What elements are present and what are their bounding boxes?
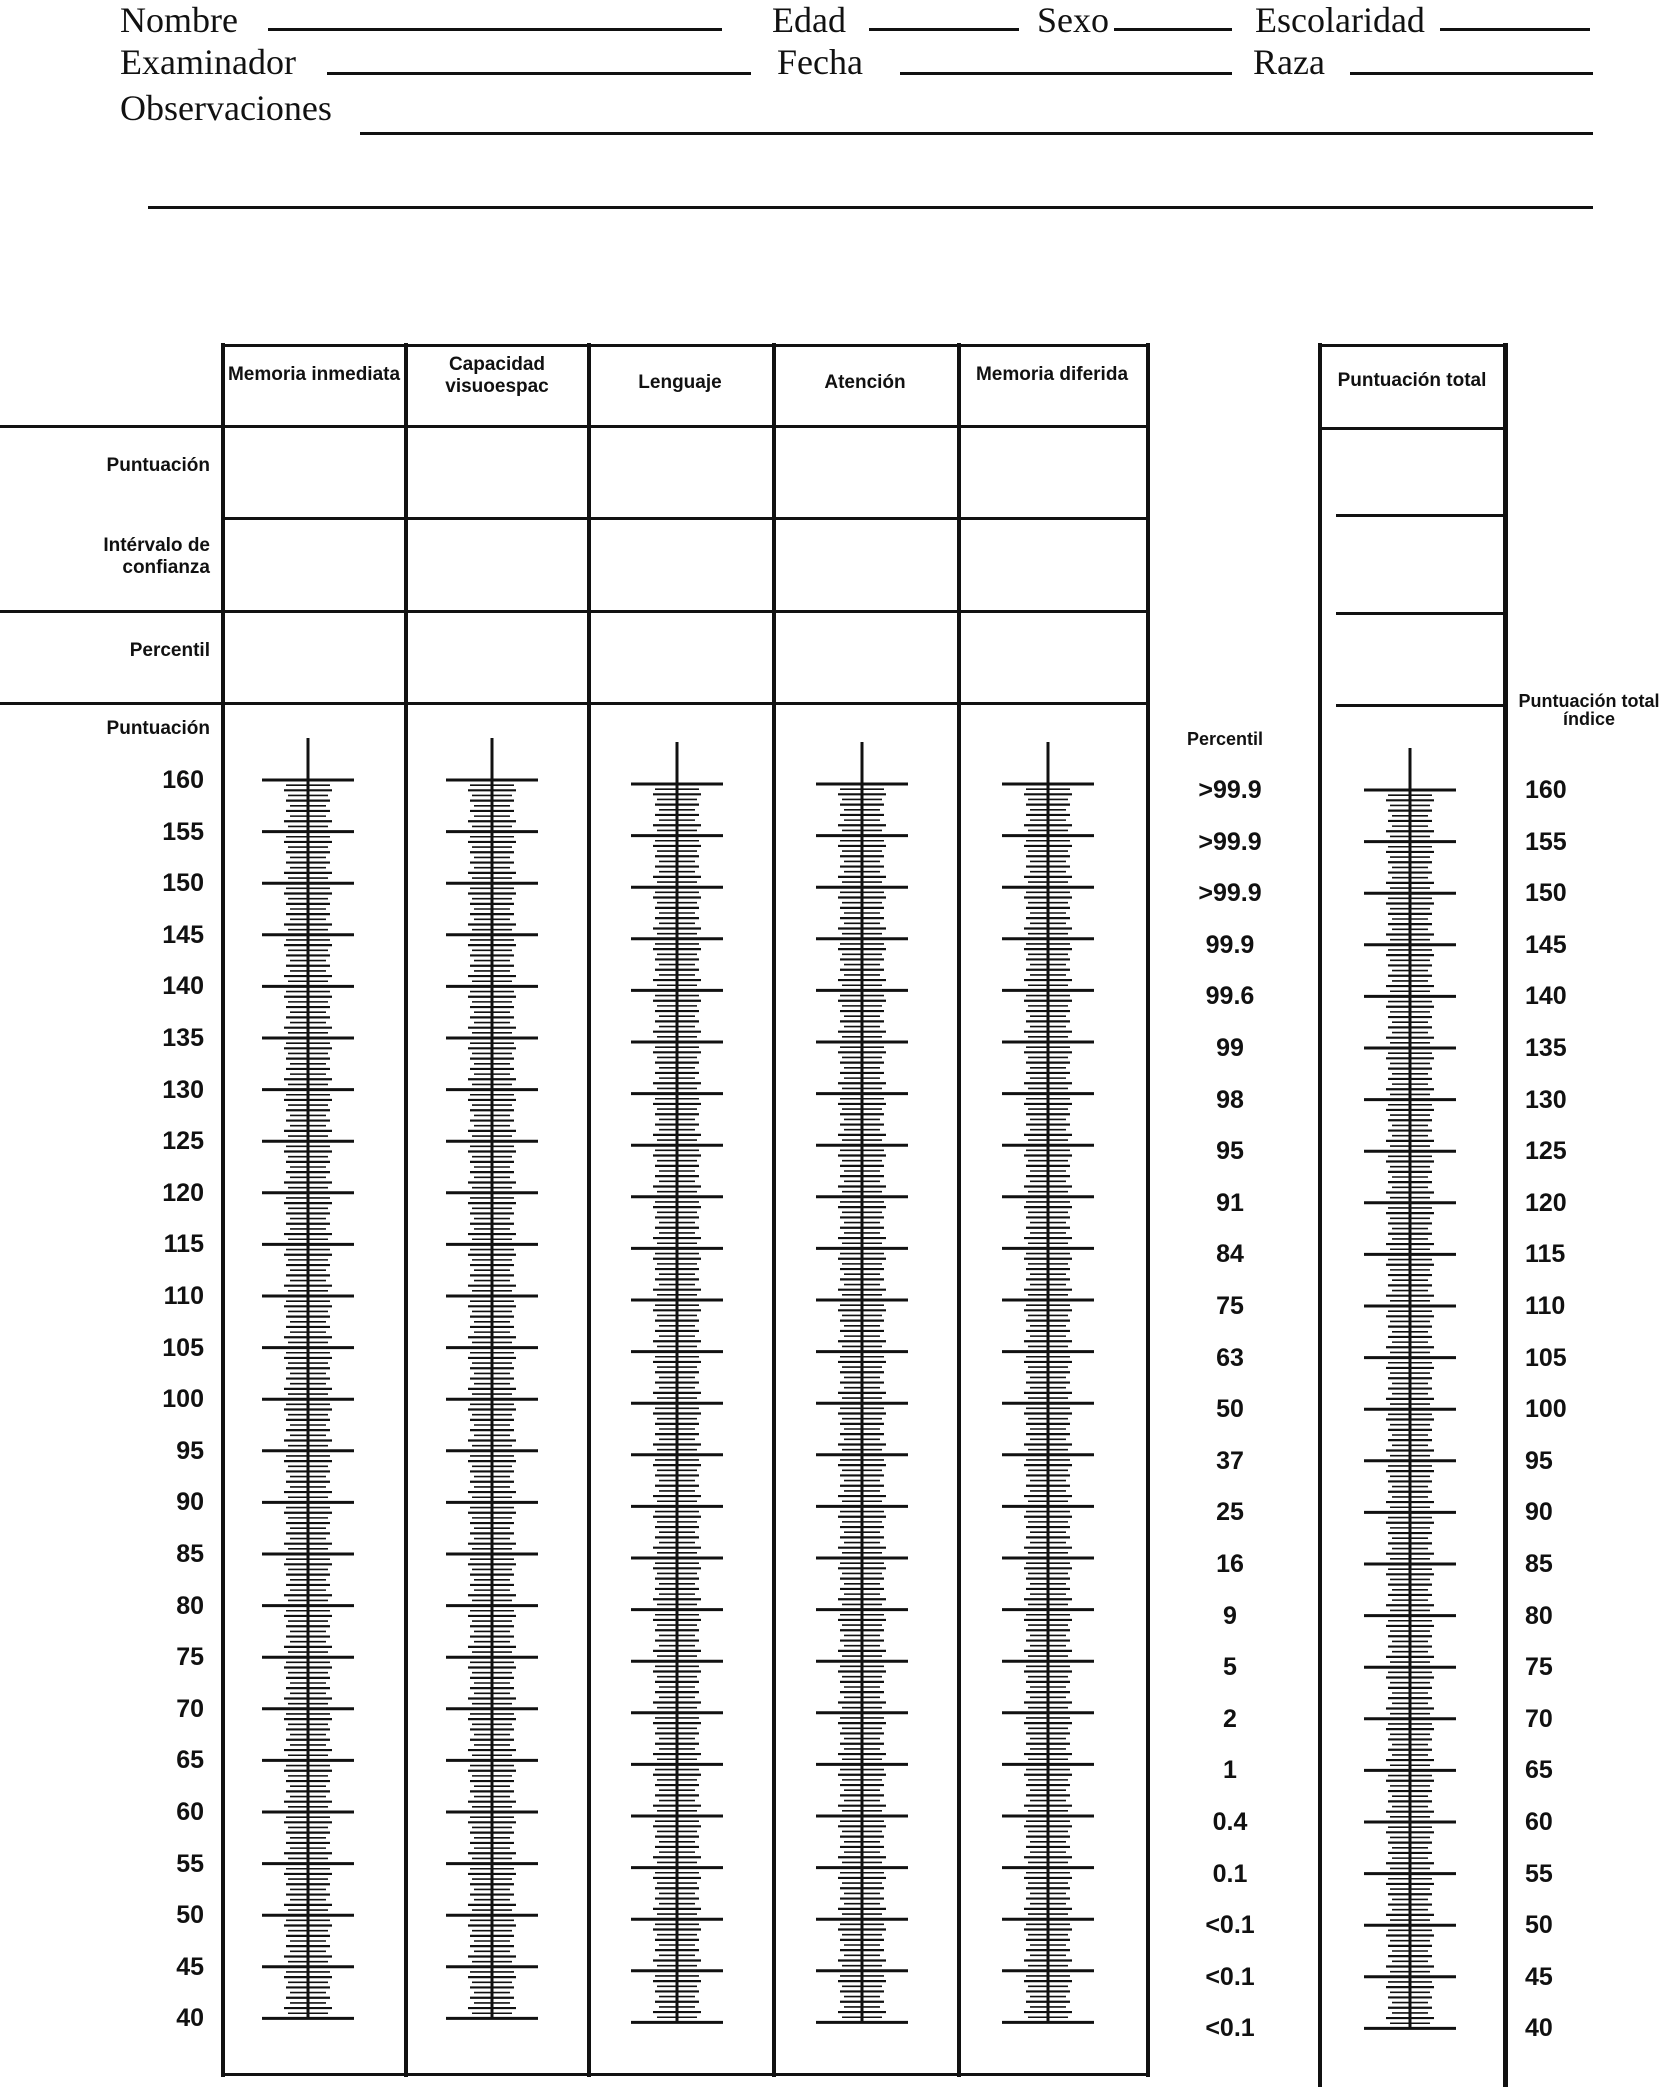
examinador-field[interactable]: [327, 40, 751, 74]
observaciones-label: Observaciones: [120, 88, 332, 128]
percentile-label: 91: [1216, 1188, 1244, 1217]
edad-field[interactable]: [869, 0, 1019, 30]
index-label: 90: [1525, 1498, 1553, 1527]
percentile-label: 99.9: [1205, 930, 1255, 959]
cell-total-puntuacion[interactable]: [1324, 430, 1502, 512]
percentile-label: <0.1: [1205, 2014, 1255, 2043]
cell-lenguaje-percentil[interactable]: [592, 613, 768, 700]
score-label: 135: [162, 1024, 204, 1052]
index-label: 135: [1525, 1034, 1567, 1062]
index-label: 75: [1525, 1653, 1553, 1682]
index-label: 110: [1525, 1292, 1566, 1320]
raza-field[interactable]: [1350, 40, 1593, 74]
percentile-label: >99.9: [1198, 879, 1262, 908]
index-label: 70: [1525, 1704, 1553, 1733]
sexo-label: Sexo: [1037, 0, 1109, 40]
percentile-label: 9: [1223, 1601, 1237, 1630]
percentile-label: >99.9: [1198, 827, 1262, 856]
cell-visuoespacial-puntuacion[interactable]: [409, 428, 585, 515]
scale-atencion[interactable]: [802, 742, 922, 2026]
observaciones-line-2: [148, 206, 1593, 209]
column-line-4: [957, 343, 961, 2077]
percentile-label: 98: [1216, 1085, 1244, 1114]
percentile-label: <0.1: [1205, 1911, 1255, 1940]
score-label: 140: [162, 972, 204, 1001]
score-label: 40: [176, 2004, 204, 2033]
index-label: 50: [1525, 1911, 1553, 1940]
row-label-intervalo: Intérvalo de confianza: [103, 535, 210, 578]
percentile-label: 2: [1223, 1704, 1237, 1733]
percentile-label: 75: [1216, 1292, 1244, 1320]
header-percentil-column: Percentil: [1186, 729, 1264, 749]
column-line-2: [587, 343, 591, 2077]
cell-lenguaje-intervalo[interactable]: [592, 520, 768, 608]
percentile-label: 5: [1223, 1653, 1237, 1682]
index-label: 80: [1525, 1601, 1553, 1630]
percentile-label: 95: [1216, 1137, 1244, 1166]
row-label-percentil: Percentil: [129, 640, 210, 661]
total-column-left-line: [1318, 343, 1322, 2087]
percentile-label: 63: [1216, 1343, 1244, 1372]
header-puntuacion-total: Puntuación total: [1337, 370, 1487, 391]
observaciones-field[interactable]: [360, 98, 1593, 132]
index-label: 100: [1525, 1395, 1567, 1424]
score-label: 85: [176, 1540, 204, 1568]
score-label: 145: [162, 920, 204, 949]
scale-memoria-inmediata[interactable]: [248, 738, 368, 2022]
cell-memoria-inmediata-intervalo[interactable]: [226, 520, 402, 608]
percentile-label: 99: [1216, 1034, 1244, 1062]
escolaridad-field[interactable]: [1440, 0, 1590, 30]
row-line-4: [0, 702, 1150, 705]
index-label: 160: [1525, 776, 1567, 804]
index-label: 105: [1525, 1343, 1567, 1372]
score-label: 70: [176, 1694, 204, 1723]
index-label: 60: [1525, 1808, 1553, 1836]
percentile-label: 25: [1216, 1498, 1244, 1527]
percentile-label: 99.6: [1205, 982, 1255, 1011]
score-label: 110: [163, 1282, 204, 1310]
column-line-3: [772, 343, 776, 2077]
scale-memoria-diferida[interactable]: [988, 742, 1108, 2026]
percentile-label: 84: [1216, 1240, 1244, 1269]
nombre-field[interactable]: [268, 0, 722, 30]
score-label: 105: [162, 1333, 204, 1362]
cell-atencion-percentil[interactable]: [777, 613, 953, 700]
index-label: 140: [1525, 982, 1567, 1011]
index-label: 40: [1525, 2014, 1553, 2043]
row-label-puntuacion: Puntuación: [106, 455, 210, 476]
score-label: 155: [162, 817, 204, 846]
score-label: 75: [176, 1643, 204, 1672]
table-bottom-line: [221, 2073, 1150, 2076]
percentile-label: 0.1: [1212, 1859, 1248, 1888]
percentile-label: 0.4: [1212, 1808, 1248, 1836]
score-label: 55: [176, 1849, 204, 1878]
percentile-label: 50: [1216, 1395, 1244, 1424]
scale-lenguaje[interactable]: [617, 742, 737, 2026]
percentile-label: >99.9: [1198, 776, 1262, 804]
score-label: 45: [176, 1952, 204, 1981]
header-atencion: Atención: [824, 372, 906, 393]
cell-memoria-inmediata-percentil[interactable]: [226, 613, 402, 700]
index-label: 45: [1525, 1962, 1553, 1991]
score-label: 60: [176, 1798, 204, 1826]
cell-visuoespacial-percentil[interactable]: [409, 613, 585, 700]
scale-puntuacion-total[interactable]: [1350, 748, 1470, 2032]
column-line-0: [221, 343, 225, 2077]
header-memoria-inmediata: Memoria inmediata: [227, 364, 401, 385]
score-label: 95: [176, 1436, 204, 1465]
cell-memoria-diferida-percentil[interactable]: [962, 613, 1144, 700]
score-label: 125: [162, 1127, 204, 1156]
header-puntuacion-total-indice: Puntuación total índice: [1518, 691, 1660, 729]
index-label: 155: [1525, 827, 1567, 856]
percentile-label: 37: [1216, 1446, 1244, 1475]
observaciones-line: [360, 132, 1593, 135]
index-label: 125: [1525, 1137, 1567, 1166]
header-memoria-diferida: Memoria diferida: [975, 364, 1129, 385]
score-label: 115: [163, 1230, 204, 1259]
cell-total-percentil[interactable]: [1324, 615, 1502, 702]
score-label: 100: [162, 1385, 204, 1414]
header-lenguaje: Lenguaje: [638, 372, 722, 393]
score-label: 50: [176, 1901, 204, 1930]
score-label: 65: [176, 1746, 204, 1775]
nombre-label: Nombre: [120, 0, 238, 40]
observaciones-field-2[interactable]: [148, 170, 1593, 204]
percentile-label: 1: [1223, 1756, 1237, 1785]
total-row-line-4: [1336, 704, 1506, 707]
cell-memoria-inmediata-puntuacion[interactable]: [226, 428, 402, 515]
examinador-label: Examinador: [120, 42, 296, 82]
edad-label: Edad: [772, 0, 846, 40]
percentile-label: <0.1: [1205, 1962, 1255, 1991]
index-label: 85: [1525, 1550, 1553, 1578]
index-label: 150: [1525, 879, 1567, 908]
cell-atencion-intervalo[interactable]: [777, 520, 953, 608]
score-label: 90: [176, 1488, 204, 1517]
scale-capacidad-visuoespacial[interactable]: [432, 738, 552, 2022]
cell-visuoespacial-intervalo[interactable]: [409, 520, 585, 608]
index-label: 55: [1525, 1859, 1553, 1888]
escolaridad-label: Escolaridad: [1255, 0, 1425, 40]
score-label: 150: [162, 869, 204, 898]
table-top-line: [221, 344, 1150, 347]
cell-lenguaje-puntuacion[interactable]: [592, 428, 768, 515]
fecha-label: Fecha: [777, 42, 863, 82]
score-label: 160: [162, 766, 204, 794]
score-label: 80: [176, 1591, 204, 1620]
score-label: 120: [162, 1178, 204, 1207]
sexo-field[interactable]: [1114, 0, 1232, 30]
index-label: 120: [1525, 1188, 1567, 1217]
raza-label: Raza: [1253, 42, 1325, 82]
fecha-field[interactable]: [900, 40, 1232, 74]
column-line-1: [404, 343, 408, 2077]
score-label: 130: [162, 1075, 204, 1104]
cell-total-intervalo[interactable]: [1324, 517, 1502, 610]
percentile-label: 16: [1216, 1550, 1244, 1578]
header-capacidad-visuoespacial: Capacidad visuoespac: [445, 354, 549, 397]
cell-atencion-puntuacion[interactable]: [777, 428, 953, 515]
index-label: 130: [1525, 1085, 1567, 1114]
cell-memoria-diferida-puntuacion[interactable]: [962, 428, 1144, 515]
index-label: 95: [1525, 1446, 1553, 1475]
index-label: 145: [1525, 930, 1567, 959]
column-line-5: [1146, 343, 1150, 2077]
row-label-puntuacion-scale: Puntuación: [106, 718, 210, 739]
total-top-line: [1318, 344, 1508, 347]
total-column-right-line: [1503, 343, 1508, 2087]
cell-memoria-diferida-intervalo[interactable]: [962, 520, 1144, 608]
index-label: 65: [1525, 1756, 1553, 1785]
index-label: 115: [1525, 1240, 1566, 1269]
